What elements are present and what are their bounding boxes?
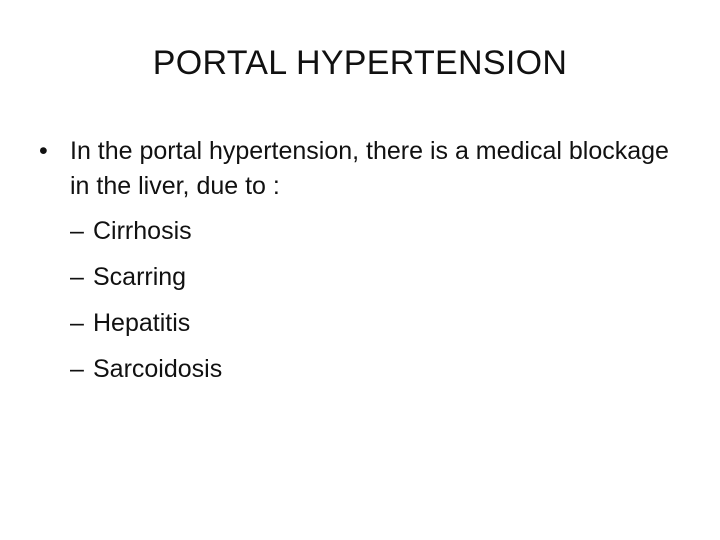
slide-title: PORTAL HYPERTENSION — [152, 44, 568, 82]
sub-bullet-text: Scarring — [93, 263, 187, 291]
bullet-text: In the portal hypertension, there is a medical blockage in the liver, due to : — [70, 137, 669, 200]
sub-bullet-text: Hepatitis — [93, 309, 191, 337]
sub-bullet-list — [70, 208, 686, 392]
sub-bullet-marker: – — [70, 263, 84, 291]
sub-bullet-sarcoidosis — [70, 346, 686, 392]
sub-bullet-text: Cirrhosis — [93, 217, 192, 245]
sub-bullet-marker: – — [70, 309, 84, 337]
sub-bullet-cirrhosis — [70, 208, 686, 254]
sub-bullet-hepatitis — [70, 300, 686, 346]
bullet-list — [36, 134, 686, 392]
bullet-marker: • — [39, 137, 48, 165]
sub-bullet-marker: – — [70, 217, 84, 245]
sub-bullet-text: Sarcoidosis — [93, 355, 223, 383]
sub-bullet-marker: – — [70, 355, 84, 383]
sub-bullet-scarring — [70, 254, 686, 300]
bullet-item — [36, 134, 686, 392]
